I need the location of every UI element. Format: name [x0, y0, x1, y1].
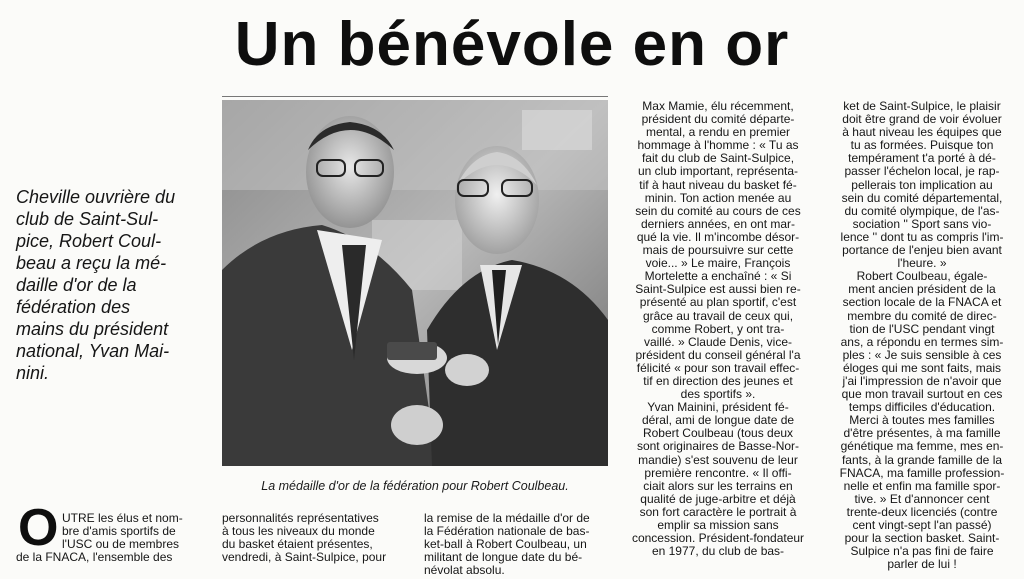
text-line: parler de lui !: [887, 558, 957, 572]
text-line: lence '' dont tu as compris l'im-: [840, 230, 1004, 244]
text-line: Robert Coulbeau, égale-: [856, 270, 988, 284]
text-line: ples : « Je suis sensible à ces: [842, 348, 1002, 362]
lede-line: Cheville ouvrière du: [16, 187, 176, 207]
text-line: sociation '' Sport sans vio-: [852, 217, 992, 231]
text-line: trente-deux licenciés (contre: [846, 505, 998, 519]
text-line: militant de longue date du bé-: [424, 551, 583, 565]
text-line: pour la section basket. Saint-: [844, 532, 1000, 546]
text-line: première rencontre. « Il offi-: [644, 466, 792, 480]
photo-illustration: [222, 100, 608, 466]
text-line: vendredi, à Saint-Sulpice, pour: [222, 551, 387, 565]
text-line: sont originaires de Basse-Nor-: [636, 440, 800, 454]
text-line: du comité olympique, de l'as-: [844, 204, 1000, 218]
text-line: tion de l'USC pendant vingt: [849, 322, 995, 336]
text-line: bre d'amis sportifs de: [62, 525, 176, 539]
column-a: [62, 512, 204, 551]
text-line: l'USC ou de membres: [62, 538, 179, 552]
text-line: Sulpice n'a pas fini de faire: [850, 545, 994, 559]
text-line: fants, à la grande famille de la: [841, 453, 1003, 467]
text-line: ciait alors sur les terrains en: [643, 479, 793, 493]
text-line: ket de Saint-Sulpice, le plaisir: [843, 100, 1001, 113]
column-c: [424, 512, 610, 577]
rule-left: [222, 96, 608, 97]
text-line: sein du comité au cours de ces: [635, 204, 801, 218]
lede-line: beau a reçu la mé-: [16, 253, 167, 273]
text-line: Yvan Mainini, président fé-: [647, 401, 789, 415]
text-line: passer l'échelon local, je rap-: [844, 165, 1000, 179]
lede-text: [16, 186, 206, 384]
text-line: en 1977, du club de bas-: [651, 545, 785, 559]
text-line: qué la vie. Il m'incombe désor-: [636, 230, 800, 244]
text-line: d'être présentes, à ma famille: [843, 427, 1001, 441]
text-line: génétique ma femme, mes en-: [840, 440, 1004, 454]
text-line: vaillé. » Claude Denis, vice-: [643, 335, 793, 349]
text-line: Robert Coulbeau (tous deux: [642, 427, 794, 441]
text-line: UTRE les élus et nom-: [62, 512, 183, 525]
text-line: la remise de la médaille d'or de: [424, 512, 590, 525]
text-line: Mortelette a enchaîné : « Si: [644, 270, 792, 284]
column-b: [222, 512, 418, 564]
text-line: derniers années, en ont mar-: [640, 217, 796, 231]
text-line: comme Robert, y ont tra-: [651, 322, 785, 336]
lede-line: daille d'or de la: [16, 275, 137, 295]
headline: Un bénévole en or: [234, 10, 790, 79]
text-line: concession. Président-fondateur: [631, 532, 805, 546]
text-line: voie... » Le maire, François: [645, 257, 791, 271]
text-line: éloges qui me sont faits, mais: [842, 361, 1002, 375]
text-line: portance de l'enjeu bien avant: [842, 244, 1002, 258]
text-line: tempérament t'a porté à dé-: [848, 152, 996, 166]
text-line: ket-ball à Robert Coulbeau, un: [424, 538, 587, 552]
text-line: sein du comité départemental,: [841, 191, 1003, 205]
text-line: pellerais ton implication au: [851, 178, 993, 192]
text-line: Merci à toutes mes familles: [849, 414, 995, 428]
text-line: des sportifs ».: [680, 388, 756, 402]
text-line: ans, a répondu en termes sim-: [840, 335, 1004, 349]
text-line: président du comité départe-: [641, 113, 795, 127]
text-line: déral, ami de longue date de: [641, 414, 795, 428]
text-line: président du conseil général l'a: [635, 348, 801, 362]
text-line: son fort caractère le portrait à: [639, 505, 797, 519]
text-line: Max Mamie, élu récemment,: [642, 100, 794, 113]
text-line: j'ai l'impression de n'avoir que: [842, 374, 1002, 388]
drop-cap: O: [18, 499, 59, 557]
text-line: cent vingt-sept l'an passé): [852, 519, 992, 532]
text-line: tu as formées. Puisque ton: [850, 139, 994, 153]
text-line: mandie) s'est souvenu de leur: [638, 453, 798, 467]
text-line: à tous les niveaux du monde: [222, 525, 375, 539]
text-line: doit être grand de voir évoluer: [842, 113, 1002, 127]
text-line: emplir sa mission sans: [657, 519, 779, 532]
text-line: tive. » Et d'annoncer cent: [854, 492, 990, 506]
text-line: temps difficiles d'éducation.: [848, 401, 996, 415]
text-line: un club important, représenta-: [637, 165, 799, 179]
text-line: présenté au plan sportif, c'est: [639, 296, 797, 310]
text-line: mental, a rendu en premier: [645, 126, 791, 140]
lede-line: fédération des: [16, 297, 131, 317]
text-line: que mon travail surtout en ces: [841, 388, 1003, 402]
column-d: [620, 100, 816, 558]
text-line: FNACA, ma famille profession-: [839, 466, 1005, 480]
lede-line: national, Yvan Mai-: [16, 341, 170, 361]
text-line: qualité de juge-arbitre et déjà: [640, 492, 796, 506]
text-line: section locale de la FNACA et: [842, 296, 1002, 310]
text-line: fait du club de Saint-Sulpice,: [641, 152, 795, 166]
text-line: la Fédération nationale de bas-: [424, 525, 590, 539]
text-line: tif en direction des jeunes et: [643, 374, 793, 388]
news-photo: [222, 100, 608, 466]
text-line: Saint-Sulpice est aussi bien re-: [635, 283, 801, 297]
photo-caption: La médaille d'or de la fédération pour Robert Coulbeau.: [261, 479, 569, 493]
text-line: nelle et enfin ma famille spor-: [843, 479, 1001, 493]
text-line: minin. Ton action menée au: [644, 191, 792, 205]
text-line: membre du comité de direc-: [847, 309, 997, 323]
lede-line: nini.: [16, 363, 50, 383]
text-line: personnalités représentatives: [222, 512, 379, 525]
text-line: du basket étaient présentes,: [222, 538, 373, 552]
text-line: à haut niveau les équipes que: [842, 126, 1002, 140]
lede-line: mains du président: [16, 319, 169, 339]
text-line: de la FNACA, l'ensemble des: [16, 551, 173, 564]
text-line: hommage à l'homme : « Tu as: [637, 139, 799, 153]
text-line: l'heure. »: [897, 257, 947, 271]
column-a-tail: [16, 551, 206, 564]
text-line: mais de poursuivre sur cette: [642, 244, 794, 258]
text-line: ment ancien président de la: [848, 283, 996, 297]
text-line: tif à haut niveau du basket fé-: [639, 178, 797, 192]
text-line: félicité « pour son travail effec-: [636, 361, 800, 375]
lede-line: pice, Robert Coul-: [16, 231, 162, 251]
lede-line: club de Saint-Sul-: [16, 209, 159, 229]
text-line: névolat absolu.: [424, 564, 505, 578]
text-line: grâce au travail de ceux qui,: [642, 309, 794, 323]
column-e: [824, 100, 1020, 571]
